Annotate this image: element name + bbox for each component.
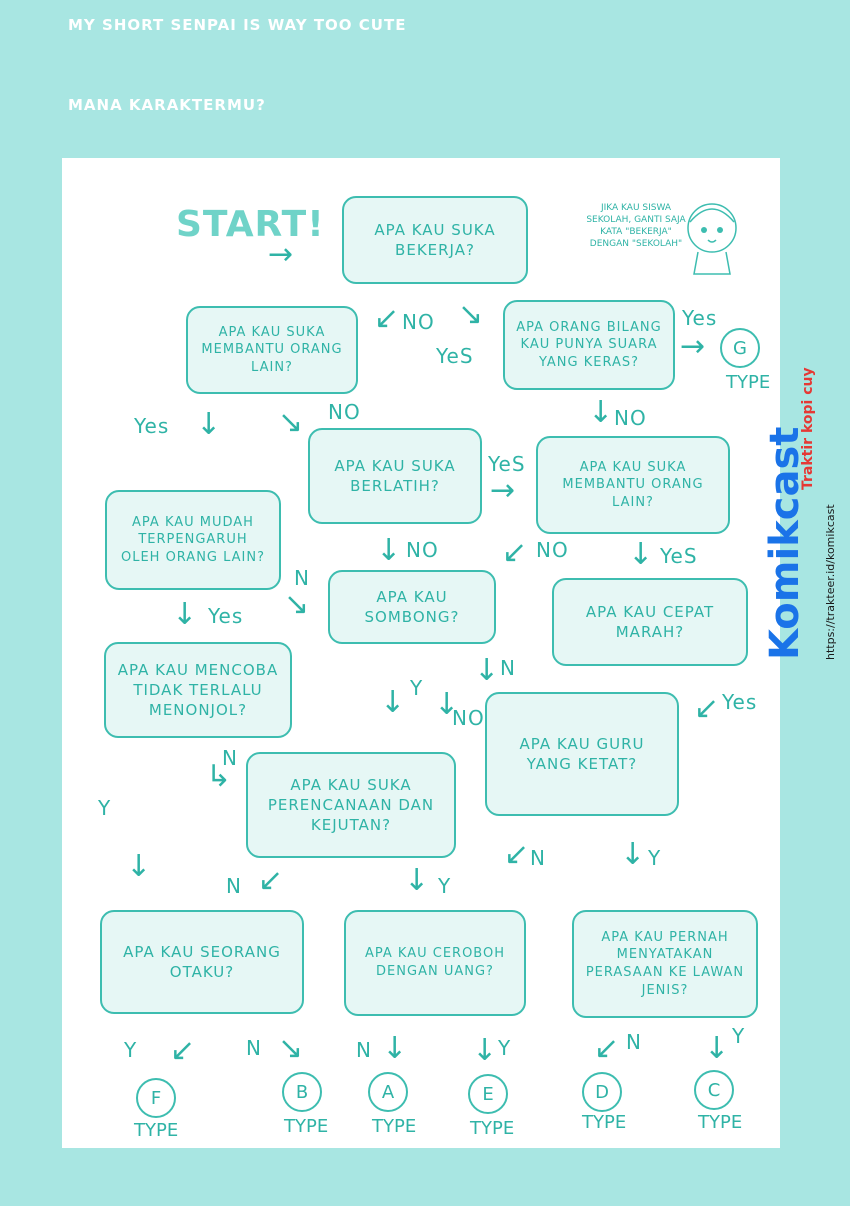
arrow-right-icon: →: [490, 473, 516, 508]
arrow-down-right-icon: ↘: [278, 1031, 304, 1066]
arrow-down-icon: ↓: [376, 533, 402, 568]
arrow-down-icon: ↓: [382, 1031, 408, 1066]
answer-label: Y: [438, 874, 452, 898]
komikcast-watermark: [762, 360, 850, 660]
school-note: JIKA KAU SISWA SEKOLAH, GANTI SAJA KATA "BEKERJA" DENGAN "SEKOLAH": [586, 203, 686, 250]
arrow-down-left-icon: ↙: [504, 837, 530, 872]
arrow-down-icon: ↓: [172, 597, 198, 632]
answer-label: NO: [614, 406, 647, 430]
arrow-down-icon: ↓: [404, 863, 430, 898]
type-d-circle: D: [582, 1072, 622, 1112]
answer-label: YeS: [436, 344, 474, 368]
answer-label: Y: [98, 796, 112, 820]
question-box-quick-temper: APA KAU CEPAT MARAH?: [552, 578, 748, 666]
arrow-down-icon: ↓: [196, 407, 222, 442]
answer-label: Yes: [682, 306, 718, 330]
start-arrow-icon: →: [268, 237, 294, 272]
question-box-otaku: APA KAU SEORANG OTAKU?: [100, 910, 304, 1014]
page-subtitle: MANA KARAKTERMU?: [68, 96, 266, 114]
series-title: MY SHORT SENPAI IS WAY TOO CUTE: [68, 16, 407, 34]
answer-label: N: [294, 566, 310, 590]
type-c-circle: C: [694, 1070, 734, 1110]
answer-label: N: [626, 1030, 642, 1054]
type-b-circle: B: [282, 1072, 322, 1112]
answer-label: NO: [328, 400, 361, 424]
watermark-tagline: Traktir kopi cuy: [800, 367, 816, 490]
type-label: TYPE: [582, 1112, 627, 1133]
arrow-down-icon: ↓: [704, 1031, 730, 1066]
answer-label: N: [530, 846, 546, 870]
question-box-easily-influenced: APA KAU MUDAH TERPENGARUH OLEH ORANG LAIN?: [105, 490, 281, 590]
arrow-down-icon: ↓: [474, 653, 500, 688]
answer-label: Yes: [722, 690, 758, 714]
answer-label: N: [222, 746, 238, 770]
question-box-arrogant: APA KAU SOMBONG?: [328, 570, 496, 644]
arrow-down-icon: ↓: [628, 537, 654, 572]
chibi-character-icon: [672, 190, 752, 280]
arrow-right-icon: ↳: [206, 759, 232, 794]
question-box-strict-teacher: APA KAU GURU YANG KETAT?: [485, 692, 679, 816]
type-label: TYPE: [470, 1118, 515, 1139]
type-a-circle: A: [368, 1072, 408, 1112]
arrow-down-left-icon: ↙: [694, 691, 720, 726]
question-box-careless-money: APA KAU CEROBOH DENGAN UANG?: [344, 910, 526, 1016]
arrow-right-icon: ↘: [284, 587, 310, 622]
answer-label: N: [226, 874, 242, 898]
answer-label: Y: [124, 1038, 138, 1062]
arrow-down-icon: ↓: [472, 1033, 498, 1068]
arrow-down-left-icon: ↙: [502, 535, 528, 570]
answer-label: N: [500, 656, 516, 680]
type-label: TYPE: [284, 1116, 329, 1137]
arrow-down-left-icon: ↙: [374, 301, 400, 336]
answer-label: YeS: [660, 544, 698, 568]
type-label: TYPE: [726, 372, 771, 393]
arrow-down-left-icon: ↙: [594, 1031, 620, 1066]
type-g-circle: G: [720, 328, 760, 368]
answer-label: Y: [410, 676, 424, 700]
arrow-down-icon: ↓: [620, 837, 646, 872]
type-label: TYPE: [698, 1112, 743, 1133]
answer-label: Yes: [134, 414, 170, 438]
answer-label: YeS: [488, 452, 526, 476]
arrow-down-left-icon: ↙: [170, 1033, 196, 1068]
answer-label: NO: [406, 538, 439, 562]
question-box-not-standing-out: APA KAU MENCOBA TIDAK TERLALU MENONJOL?: [104, 642, 292, 738]
answer-label: NO: [536, 538, 569, 562]
arrow-down-right-icon: ↘: [458, 297, 484, 332]
answer-label: Yes: [208, 604, 244, 628]
watermark-brand: Komikcast: [762, 426, 808, 660]
answer-label: Y: [732, 1024, 746, 1048]
type-e-circle: E: [468, 1074, 508, 1114]
question-box-like-practice: APA KAU SUKA BERLATIH?: [308, 428, 482, 524]
arrow-right-icon: →: [680, 329, 706, 364]
type-label: TYPE: [372, 1116, 417, 1137]
answer-label: Y: [498, 1036, 512, 1060]
question-box-loud-voice: APA ORANG BILANG KAU PUNYA SUARA YANG KERAS?: [503, 300, 675, 390]
arrow-down-icon: ↓: [380, 685, 406, 720]
answer-label: N: [356, 1038, 372, 1062]
answer-label: NO: [402, 310, 435, 334]
answer-label: N: [246, 1036, 262, 1060]
start-label: START!: [176, 204, 325, 245]
question-box-help-others-1: APA KAU SUKA MEMBANTU ORANG LAIN?: [186, 306, 358, 394]
watermark-url: https://trakteer.id/komikcast: [824, 504, 837, 660]
type-f-circle: F: [136, 1078, 176, 1118]
answer-label: Y: [648, 846, 662, 870]
arrow-down-icon: ↓: [588, 395, 614, 430]
question-box-help-others-2: APA KAU SUKA MEMBANTU ORANG LAIN?: [536, 436, 730, 534]
question-box-planning-surprises: APA KAU SUKA PERENCANAAN DAN KEJUTAN?: [246, 752, 456, 858]
arrow-down-icon: ↓: [126, 849, 152, 884]
type-label: TYPE: [134, 1120, 179, 1141]
answer-label: NO: [452, 706, 485, 730]
arrow-down-icon: ↓: [434, 687, 460, 722]
question-box-like-work: APA KAU SUKA BEKERJA?: [342, 196, 528, 284]
arrow-down-left-icon: ↙: [258, 863, 284, 898]
arrow-down-right-icon: ↘: [278, 405, 304, 440]
question-box-confessed-feelings: APA KAU PERNAH MENYATAKAN PERASAAN KE LAWAN JENIS?: [572, 910, 758, 1018]
